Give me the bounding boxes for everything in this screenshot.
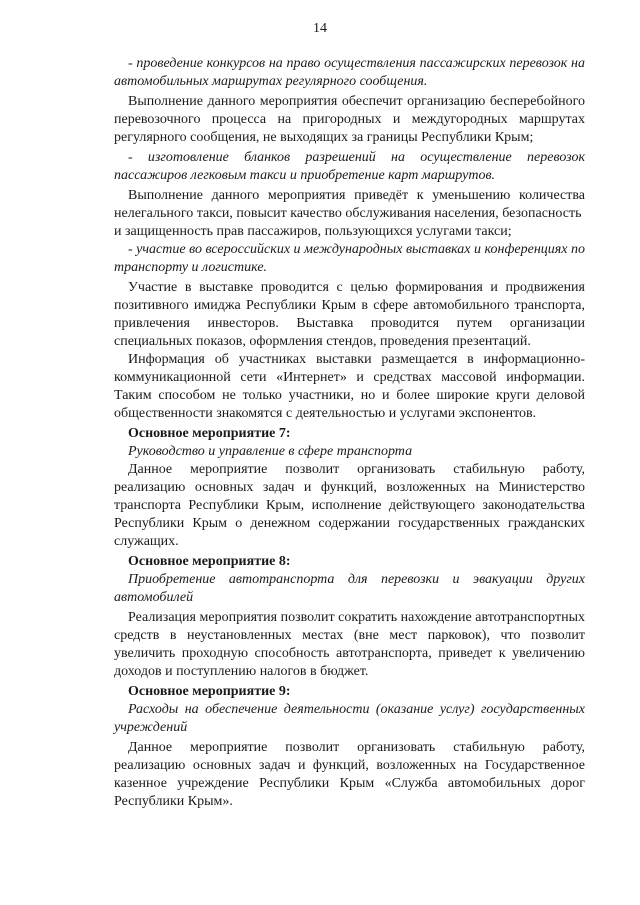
paragraph-taxi-forms: - изготовление бланков разрешений на осуществление перевозок пассажиров легковым такси и приобретение карт маршрутов.	[114, 150, 585, 183]
heading-activity-7: Основное мероприятие 7:	[128, 426, 291, 441]
subheading-activity-8: Приобретение автотранспорта для перевозки и эвакуации других автомобилей	[114, 572, 585, 605]
paragraph-taxi-result: Выполнение данного мероприятия приведёт к уменьшению количества нелегального такси, повысит качество обслуживания населения, безопасность	[114, 188, 585, 221]
paragraph-competitions: - проведение конкурсов на право осуществления пассажирских перевозок на автомобильных маршрутах регулярного сообщения.	[114, 56, 585, 89]
heading-activity-8: Основное мероприятие 8:	[128, 554, 291, 569]
paragraph-exhibition-info: Информация об участниках выставки размещается в информационно-коммуникационной сети «Интернет» и средствах массовой информации. Таким способом не только участники, но и более широкие круги деловой общественности знакомятся с деятельностью и услугами экспонентов.	[114, 352, 585, 421]
page-number: 14	[313, 21, 327, 36]
paragraph-exhibition-purpose: Участие в выставке проводится с целью формирования и продвижения позитивного имиджа Республики Крым в сфере автомобильного транспорта, привлечения инвесторов. Выставка проводится путем организации специальных показов, оформления стендов, проведения презентаций.	[114, 280, 585, 349]
paragraph-activity-7: Данное мероприятие позволит организовать стабильную работу, реализацию основных задач и функций, возложенных на Министерство транспорта Республики Крым, исполнение действующего законодательства Республики Крым о денежном содержании государственных гражданских служащих.	[114, 462, 585, 549]
subheading-activity-7: Руководство и управление в сфере транспорта	[128, 444, 413, 459]
subheading-activity-9: Расходы на обеспечение деятельности (оказание услуг) государственных учреждений	[114, 702, 585, 735]
document-body	[114, 55, 585, 811]
paragraph-exhibitions: - участие во всероссийских и международных выставках и конференциях по транспорту и логистике.	[114, 242, 585, 275]
paragraph-activity-9: Данное мероприятие позволит организовать стабильную работу, реализацию основных задач и функций, возложенных на Государственное казенное учреждение Республики Крым «Служба автомобильных дорог Республики Крым».	[114, 740, 585, 809]
paragraph-taxi-result-continued: и защищенность прав пассажиров, пользующихся услугами такси;	[114, 224, 512, 239]
paragraph-activity-8: Реализация мероприятия позволит сократить нахождение автотранспортных средств в неустановленных местах (вне мест парковок), что позволит увеличить проходную способность автотранспорта, приведет к увеличению доходов и поступлению налогов в бюджет.	[114, 610, 585, 679]
paragraph-competitions-result: Выполнение данного мероприятия обеспечит организацию бесперебойного перевозочного процесса на пригородных и междугородных маршрутах регулярного сообщения, не выходящих за границы Республики Крым;	[114, 94, 585, 145]
heading-activity-9: Основное мероприятие 9:	[128, 684, 291, 699]
